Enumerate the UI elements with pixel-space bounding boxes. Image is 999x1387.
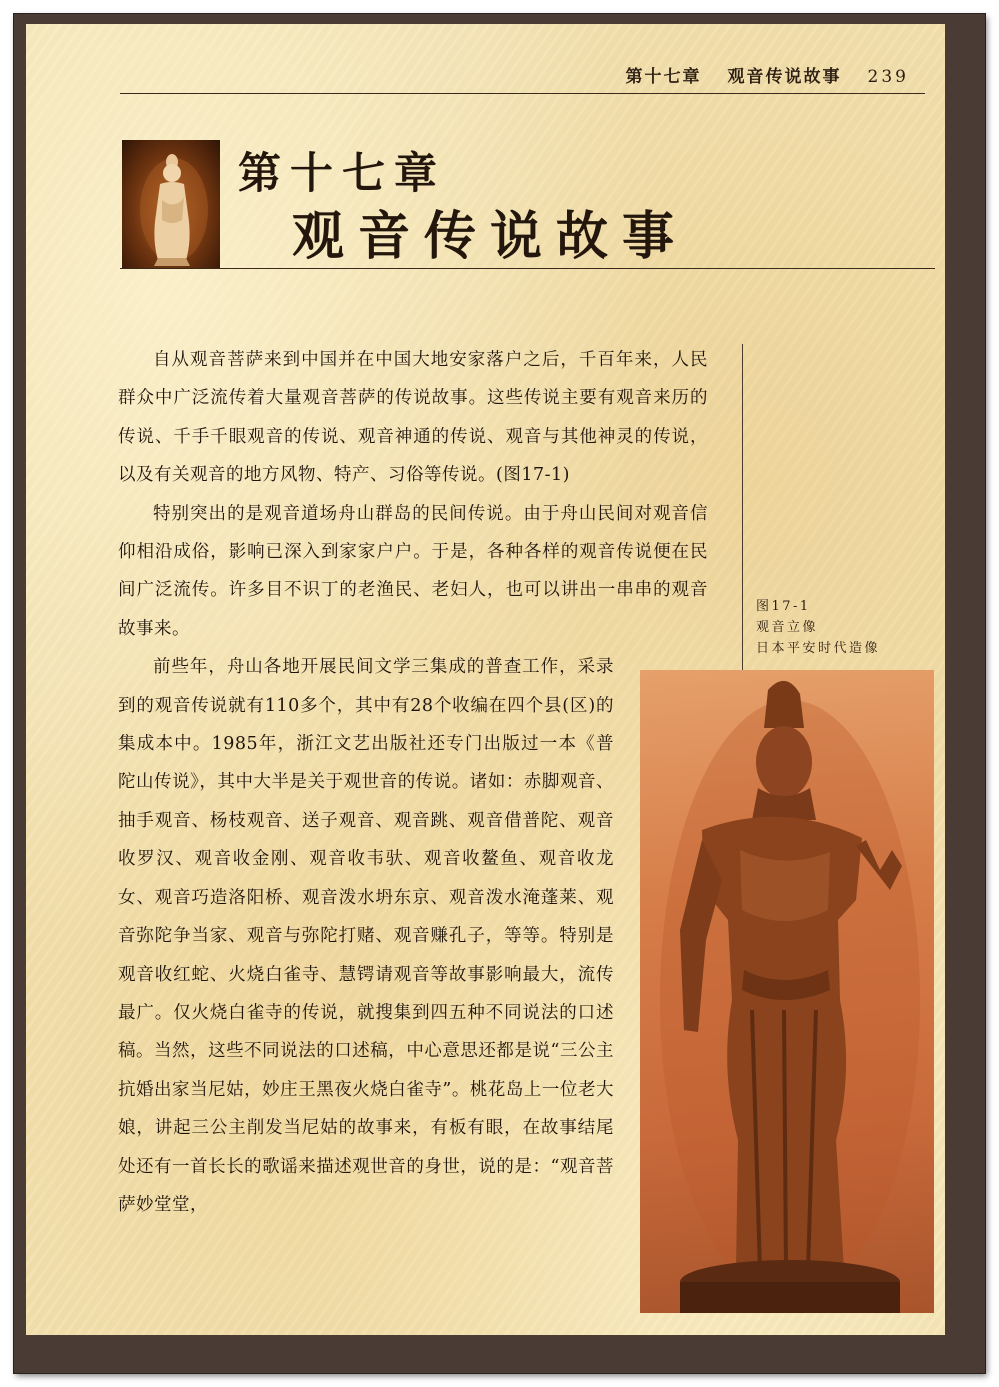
chapter-title-image: [122, 140, 220, 268]
header-rule: [120, 93, 925, 94]
chapter-number: 第十七章: [238, 149, 446, 199]
title-rule: [120, 268, 935, 269]
guanyin-statue-image: [640, 670, 934, 1313]
body-text: [118, 341, 708, 1224]
figure-caption-line: 日本平安时代造像: [756, 641, 881, 656]
figure-caption: [756, 596, 880, 659]
paragraph: 自从观音菩萨来到中国并在中国大地安家落户之后，千百年来，人民群众中广泛流传着大量观音菩萨的传说故事。这些传说主要有观音来历的传说、千手千眼观音的传说、观音神通的传说、观音与其他神灵的传说，以及有关观音的地方风物、特产、习俗等传说。(图17-1): [118, 350, 708, 486]
caption-divider: [742, 344, 743, 684]
paragraph: 特别突出的是观音道场舟山群岛的民间传说。由于舟山民间对观音信仰相沿成俗，影响已深入到家家户户。于是，各种各样的观音传说便在民间广泛流传。许多目不识丁的老渔民、老妇人，也可以讲出一串串的观音故事来。: [118, 503, 708, 639]
page-number: 239: [867, 67, 909, 87]
figure-label: 图17-1: [756, 599, 811, 614]
book-page: [26, 24, 945, 1335]
figure-caption-line: 观音立像: [756, 620, 819, 635]
chapter-title: 观音传说故事: [292, 206, 689, 267]
running-head-chapter: 第十七章: [625, 67, 702, 87]
running-head-title: 观音传说故事: [727, 67, 842, 87]
paragraph: 前些年，舟山各地开展民间文学三集成的普查工作，采录到的观音传说就有110多个，其中有28个收编在四个县(区)的集成本中。1985年，浙江文艺出版社还专门出版过一本《普陀山传说》，其中大半是关于观世音的传说。诸如：赤脚观音、抽手观音、杨枝观音、送子观音、观音跳、观音借普陀、观音收罗汉、观音收金刚、观音收韦驮、观音收鳌鱼、观音收龙女、观音巧造洛阳桥、观音泼水坍东京、观音泼水淹蓬莱、观音弥陀争当家、观音与弥陀打赌、观音赚孔子，等等。特别是观音收红蛇、火烧白雀寺、慧锷请观音等故事影响最大，流传最广。仅火烧白雀寺的传说，就搜集到四五种不同说法的口述稿。当然，这些不同说法的口述稿，中心意思还都是说“三公主抗婚出家当尼姑，妙庄王黑夜火烧白雀寺”。桃花岛上一位老大娘，讲起三公主削发当尼姑的故事来，有板有眼，在故事结尾处还有一首长长的歌谣来描述观世音的身世，说的是：“观音菩萨妙堂堂，: [118, 657, 614, 1215]
running-head: [626, 62, 909, 87]
